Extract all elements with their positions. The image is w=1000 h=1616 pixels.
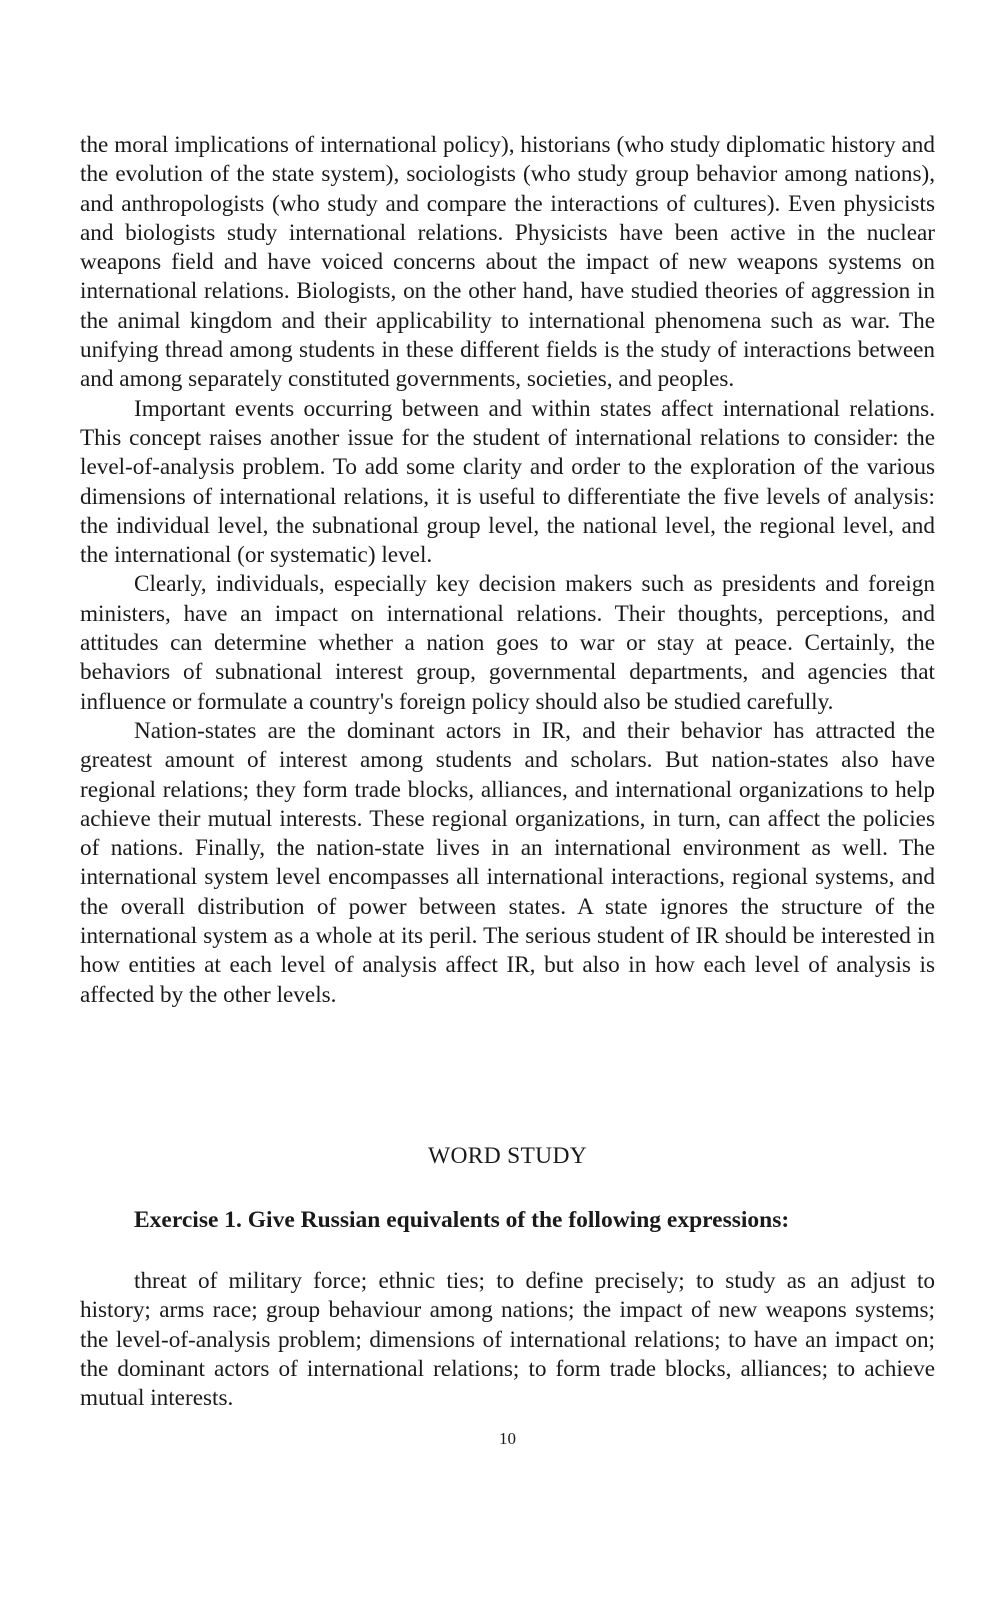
book-page [80, 131, 935, 1448]
paragraph-individuals: Clearly, individuals, especially key decision makers such as presidents and foreign ministers, have an impact on international relations. Their thoughts, perceptions, and attitudes can determine whether a nation goes to war or stay at peace. Certainly, the behaviors of subnational interest group, governmental departments, and agencies that influence or formulate a country's foreign policy should also be studied carefully. [80, 571, 935, 715]
paragraph-nation-states: Nation-states are the dominant actors in IR, and their behavior has attracted the greatest amount of interest among students and scholars. But nation-states also have regional relations; they form trade blocks, alliances, and international organizations to help achieve their mutual interests. These regional organizations, in turn, can affect the policies of nations. Finally, the nation-state lives in an international environment as well. The international system level encompasses all international interactions, regional systems, and the overall distribution of power between states. A state ignores the structure of the international system as a whole at its peril. The serious student of IR should be interested in how entities at each level of analysis affect IR, but also in how each level of analysis is affected by the other levels. [80, 717, 935, 1008]
main-text [80, 131, 935, 1010]
section-heading: WORD STUDY [427, 1143, 587, 1169]
exercise-heading: Exercise 1. Give Russian equivalents of the following expressions: [134, 1207, 790, 1233]
exercise-expressions: threat of military force; ethnic ties; to define precisely; to study as an adjust to history; arms race; group behaviour among nations; the impact of new weapons systems; the level-of-analysis problem; dimensions of international relations; to have an impact on; the dominant actors of international relations; to form trade blocks, alliances; to achieve mutual interests. [80, 1268, 935, 1412]
paragraph-level-of-analysis: Important events occurring between and within states affect international relations. This concept raises another issue for the student of international relations to consider: the level-of-analysis problem. To add some clarity and order to the exploration of the various dimensions of international relations, it is useful to differentiate the five levels of analysis: the individual level, the subnational group level, the national level, the regional level, and the international (or systematic) level. [80, 395, 935, 569]
paragraph-continuation: the moral implications of international policy), historians (who study diplomatic history and the evolution of the state system), sociologists (who study group behavior among nations), and anthropologists (who study and compare the interactions of cultures). Even physicists and biologists study international relations. Physicists have been active in the nuclear weapons field and have voiced concerns about the impact of new weapons systems on international relations. Biologists, on the other hand, have studied theories of aggression in the animal kingdom and their applicability to international phenomena such as war. The unifying thread among students in these different fields is the study of interactions between and among separately constituted governments, societies, and peoples. [80, 132, 935, 393]
exercise-body [80, 1267, 935, 1413]
page-number: 10 [499, 1429, 516, 1448]
